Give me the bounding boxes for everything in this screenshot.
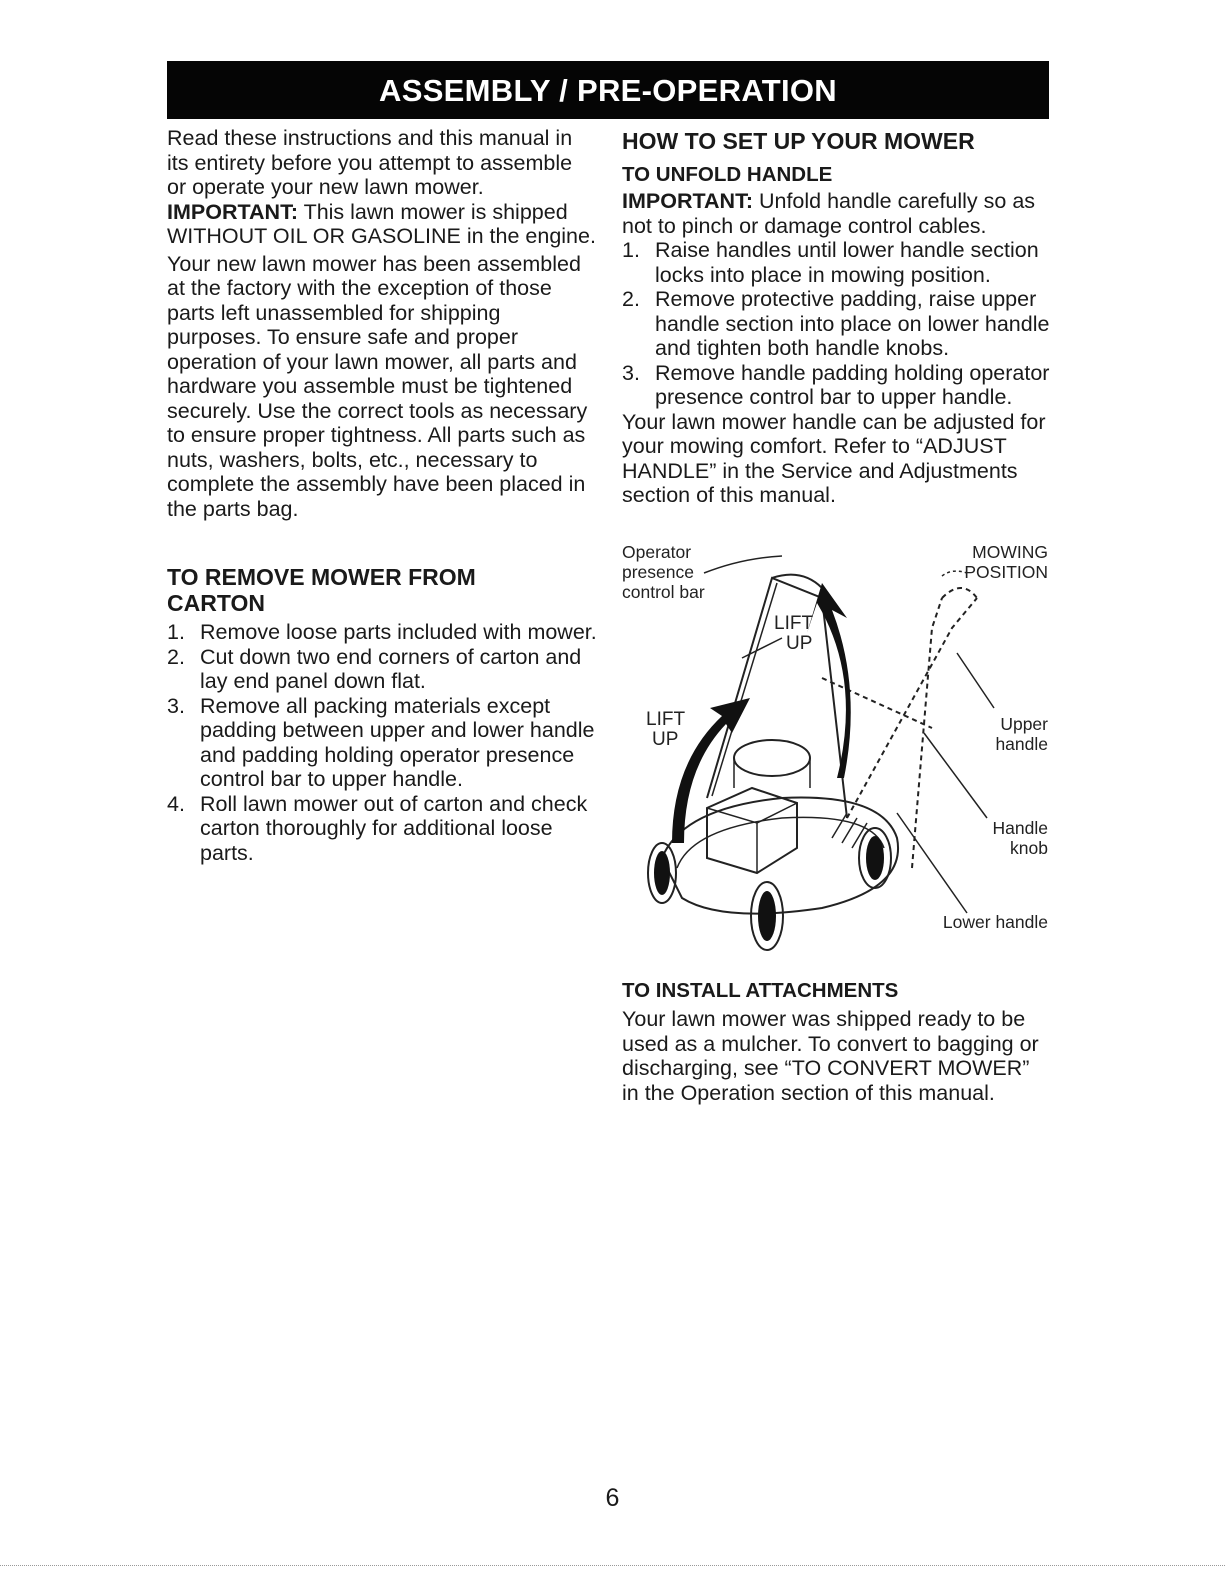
page-number: 6 [605,1484,620,1512]
operator-presence-label: Operator presence control bar [622,542,705,602]
engine-block [707,788,797,873]
lower-handle-label: Lower handle [942,912,1048,932]
unfold-handle-heading: TO UNFOLD HANDLE [622,163,833,186]
list-item: 2. Remove protective padding, raise upper handle section into place on lower handle and tighten both handle knobs. [622,287,1050,360]
mowing-position-label: MOWING POSITION [964,542,1048,582]
page-edge-divider [0,1565,1225,1566]
lift-up-left-label: LIFT UP [646,709,686,750]
remove-carton-steps [167,620,597,865]
list-item: 3. Remove handle padding holding operator presence control bar to upper handle. [622,360,1050,409]
lift-up-arrow-top [807,583,851,778]
section-banner: ASSEMBLY / PRE-OPERATION [167,61,1049,119]
intro-paragraph: Read these instructions and this manual in its entirety before you attempt to assemble or operate your new lawn mower. [167,126,573,199]
list-item: 4. Roll lawn mower out of carton and check carton thoroughly for additional loose parts. [167,791,588,865]
remove-carton-heading: TO REMOVE MOWER FROM CARTON [167,564,476,616]
important-label: IMPORTANT: [167,199,298,224]
list-item: 3. Remove all packing materials except padding between upper and lower handle and padding holding operator presence control bar to upper handle. [167,693,595,791]
important-label: IMPORTANT: [622,189,753,213]
right-column [622,126,1052,508]
list-item: 1. Raise handles until lower handle section locks into place in mowing position. [622,238,1039,287]
upper-handle-label: Upper handle [995,714,1048,754]
adjust-handle-paragraph: Your lawn mower handle can be adjusted for your mowing comfort. Refer to “ADJUST HANDLE” in the Service and Adjustments section of this manual. [622,409,1046,507]
factory-assembly-paragraph: Your new lawn mower has been assembled at the factory with the exception of those parts left unassembled for shipping purposes. To ensure safe and proper operation of your lawn mower, all parts and hardware you assemble must be tightened securely. Use the correct tools as necessary to ensure proper tightness. All parts such as nuts, washers, bolts, etc., necessary to complete the assembly have been placed in the parts bag. [167,251,588,521]
unfold-important [622,189,1052,238]
setup-heading: HOW TO SET UP YOUR MOWER [622,128,975,154]
attachments-section [622,978,1052,1105]
list-item: 1. Remove loose parts included with mower. [167,620,597,644]
lift-up-top-label: LIFT UP [774,613,814,654]
left-column [167,126,597,865]
handle-knob-label: Handle knob [992,818,1048,858]
attachments-paragraph: Your lawn mower was shipped ready to be used as a mulcher. To convert to bagging or discharging, see “TO CONVERT MOWER” in the Operation section of this manual. [622,1007,1039,1105]
important-text: Unfold handle carefully so as not to pinch or damage control cables. [622,189,1036,238]
mower-handle-illustration [622,538,1052,958]
engine-top [734,740,810,776]
unfold-steps [622,238,1052,410]
list-item: 2. Cut down two end corners of carton and lay end panel down flat. [167,644,582,693]
important-text: This lawn mower is shipped WITHOUT OIL OR GASOLINE in the engine. [167,199,596,248]
install-attachments-heading: TO INSTALL ATTACHMENTS [622,979,899,1002]
important-notice [167,200,597,249]
